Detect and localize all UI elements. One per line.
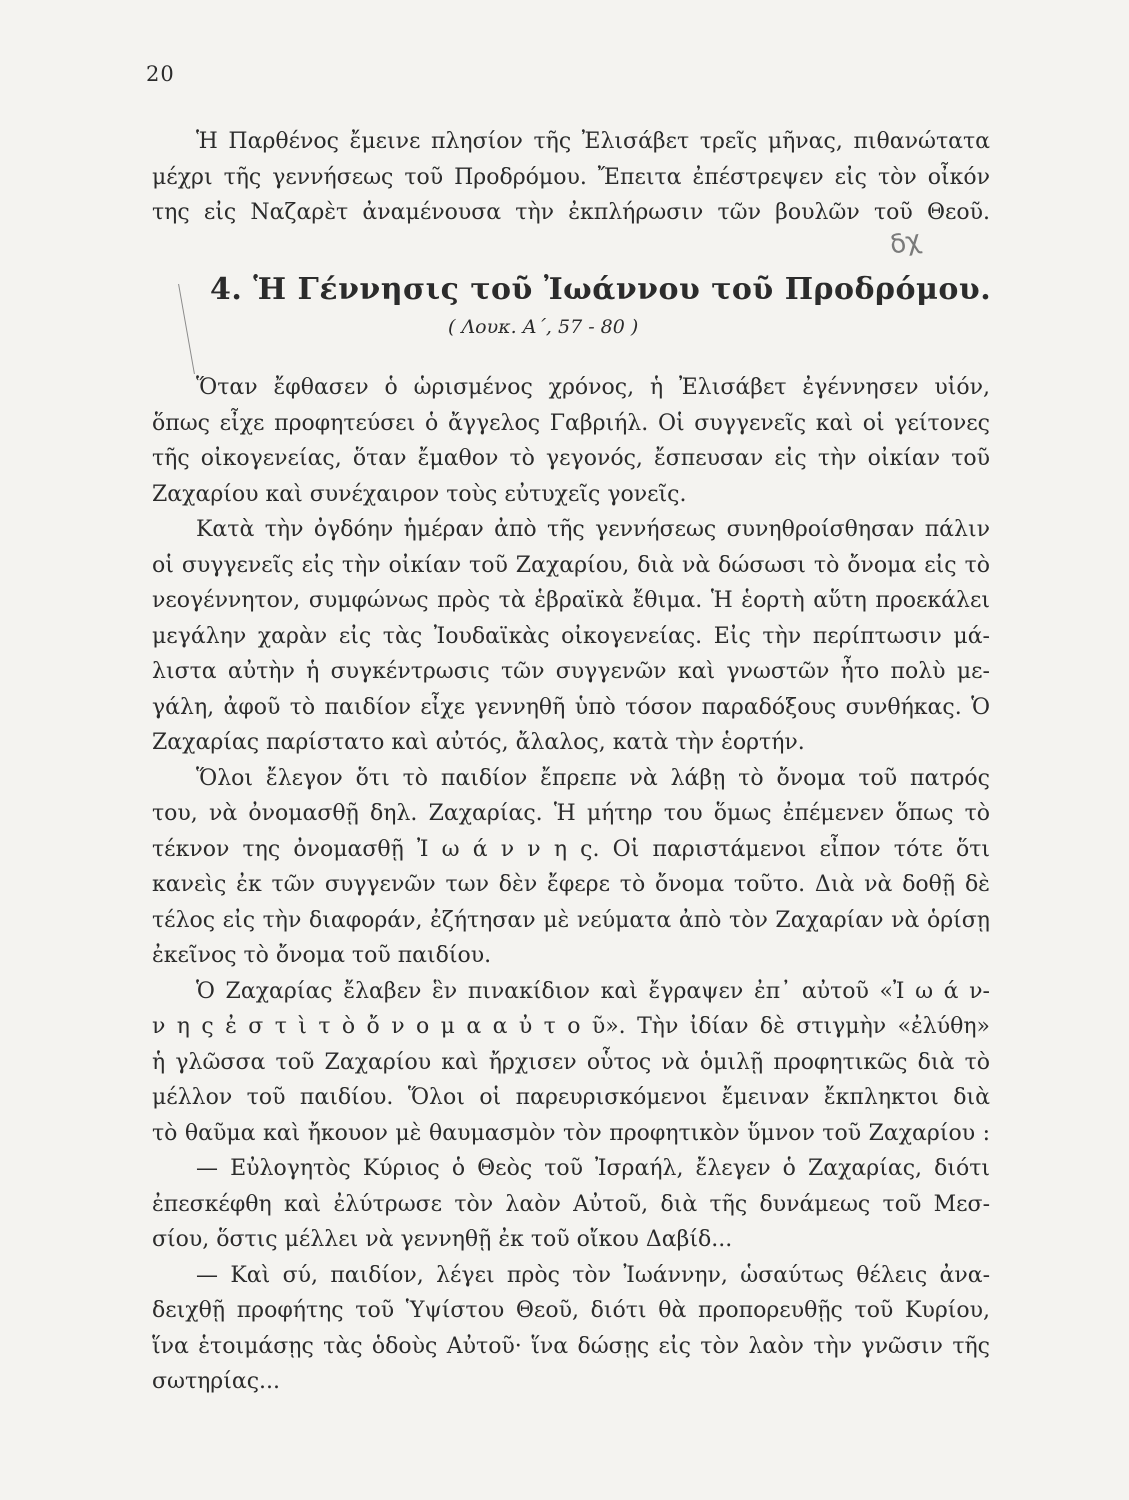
text-line: κανεὶς ἐκ τῶν συγγενῶν των δὲν ἔφερε τὸ ὄνομα τοῦτο. Διὰ νὰ δοθῇ δὲ <box>152 872 990 897</box>
text-line: — Καὶ σύ, παιδίον, λέγει πρὸς τὸν Ἰωάννην, ὡσαύτως θέλεις ἀνα- <box>196 1262 990 1288</box>
text-line: μέλλον τοῦ παιδίου. Ὅλοι οἱ παρευρισκόμενοι ἔμειναν ἔκπληκτοι διὰ <box>152 1085 990 1110</box>
text-line: μέχρι τῆς γεννήσεως τοῦ Προδρόμου. Ἔπειτα ἐπέστρεψεν εἰς τὸν οἶκόν <box>152 164 990 190</box>
text-line: Ἡ Παρθένος ἔμεινε πλησίον τῆς Ἐλισάβετ τρεῖς μῆνας, πιθανώτατα <box>196 129 990 154</box>
text-line: τὸ θαῦμα καὶ ἤκουον μὲ θαυμασμὸν τὸν προφητικὸν ὕμνον τοῦ Ζαχαρίου : <box>152 1120 990 1146</box>
text-line: Ὅταν ἔφθασεν ὁ ὡρισμένος χρόνος, ἡ Ἐλισάβετ ἐγέννησεν υἱόν, <box>196 375 990 400</box>
text-line: Ζαχαρίου καὶ συνέχαιρον τοὺς εὐτυχεῖς γονεῖς. <box>152 481 687 507</box>
text-line: σωτηρίας... <box>152 1369 281 1394</box>
text-line: τέλος εἰς τὴν διαφοράν, ἐζήτησαν μὲ νεύματα ἀπὸ τὸν Ζαχαρίαν νὰ ὁρίσῃ <box>152 907 990 933</box>
text-line: τέκνον της ὀνομασθῇ Ἰ ω ά ν ν η ς. Οἱ παριστάμενοι εἶπον τότε ὅτι <box>152 836 990 862</box>
text-line: ὅπως εἶχε προφητεύσει ὁ ἄγγελος Γαβριήλ. Οἱ συγγενεῖς καὶ οἱ γείτονες <box>152 410 990 436</box>
text-line: του, νὰ ὀνομασθῇ δηλ. Ζαχαρίας. Ἡ μήτηρ του ὅμως ἐπέμενεν ὅπως τὸ <box>152 801 990 826</box>
scripture-reference: ( Λουκ. Α΄, 57 - 80 ) <box>448 316 639 338</box>
intro-paragraph <box>152 124 990 231</box>
text-line: ν η ς ἐ σ τ ὶ τ ὸ ὄ ν ο μ α α ὐ τ ο ῦ». Τὴν ἰδίαν δὲ στιγμὴν «ἐλύθη» <box>152 1014 990 1039</box>
text-line: μεγάλην χαρὰν εἰς τὰς Ἰουδαϊκὰς οἰκογενείας. Εἰς τὴν περίπτωσιν μά- <box>152 623 990 649</box>
text-line: τῆς οἰκογενείας, ὅταν ἔμαθον τὸ γεγονός, ἔσπευσαν εἰς τὴν οἰκίαν τοῦ <box>152 446 990 471</box>
section-heading: 4. Ἡ Γέννησις τοῦ Ἰωάννου τοῦ Προδρόμου. <box>210 272 992 307</box>
text-line: δειχθῇ προφήτης τοῦ Ὑψίστου Θεοῦ, διότι θὰ προπορευθῇς τοῦ Κυρίου, <box>152 1298 990 1323</box>
text-line: νεογέννητον, συμφώνως πρὸς τὰ ἑβραϊκὰ ἔθιμα. Ἡ ἑορτὴ αὕτη προεκάλει <box>152 588 990 613</box>
text-line: Ὁ Ζαχαρίας ἔλαβεν ἓν πινακίδιον καὶ ἔγραψεν ἐπ᾿ αὐτοῦ «Ἰ ω ά ν- <box>196 978 990 1004</box>
page-number: 20 <box>146 62 175 86</box>
text-line: της εἰς Ναζαρὲτ ἀναμένουσα τὴν ἐκπλήρωσιν τῶν βουλῶν τοῦ Θεοῦ. <box>152 200 990 225</box>
text-line: ἐκεῖνος τὸ ὄνομα τοῦ παιδίου. <box>152 943 492 968</box>
text-line: — Εὐλογητὸς Κύριος ὁ Θεὸς τοῦ Ἰσραήλ, ἔλεγεν ὁ Ζαχαρίας, διότι <box>196 1156 990 1181</box>
text-line: οἱ συγγενεῖς εἰς τὴν οἰκίαν τοῦ Ζαχαρίου, διὰ νὰ δώσωσι τὸ ὄνομα εἰς τὸ <box>152 552 990 578</box>
text-line: Κατὰ τὴν ὀγδόην ἡμέραν ἀπὸ τῆς γεννήσεως συνηθροίσθησαν πάλιν <box>196 517 990 542</box>
text-line: σίου, ὅστις μέλλει νὰ γεννηθῇ ἐκ τοῦ οἴκου Δαβίδ... <box>152 1227 733 1252</box>
pencil-annotation: δχ <box>887 225 924 261</box>
text-line: λιστα αὐτὴν ἡ συγκέντρωσις τῶν συγγενῶν καὶ γνωστῶν ἦτο πολὺ με- <box>152 659 990 684</box>
text-line: ἡ γλῶσσα τοῦ Ζαχαρίου καὶ ἤρχισεν οὗτος νὰ ὁμιλῇ προφητικῶς διὰ τὸ <box>152 1049 990 1075</box>
text-line: γάλη, ἀφοῦ τὸ παιδίον εἶχε γεννηθῆ ὑπὸ τόσον παραδόξους συνθήκας. Ὁ <box>152 694 990 720</box>
text-line: Ζαχαρίας παρίστατο καὶ αὐτός, ἄλαλος, κατὰ τὴν ἑορτήν. <box>152 730 805 755</box>
text-line: ἐπεσκέφθη καὶ ἐλύτρωσε τὸν λαὸν Αὐτοῦ, διὰ τῆς δυνάμεως τοῦ Μεσ- <box>152 1191 990 1217</box>
text-line: Ὅλοι ἔλεγον ὅτι τὸ παιδίον ἔπρεπε νὰ λάβῃ τὸ ὄνομα τοῦ πατρός <box>196 765 990 791</box>
text-line: ἵνα ἑτοιμάσῃς τὰς ὁδοὺς Αὐτοῦ· ἵνα δώσῃς εἰς τὸν λαὸν τὴν γνῶσιν τῆς <box>152 1333 990 1359</box>
body-text <box>152 370 990 1400</box>
